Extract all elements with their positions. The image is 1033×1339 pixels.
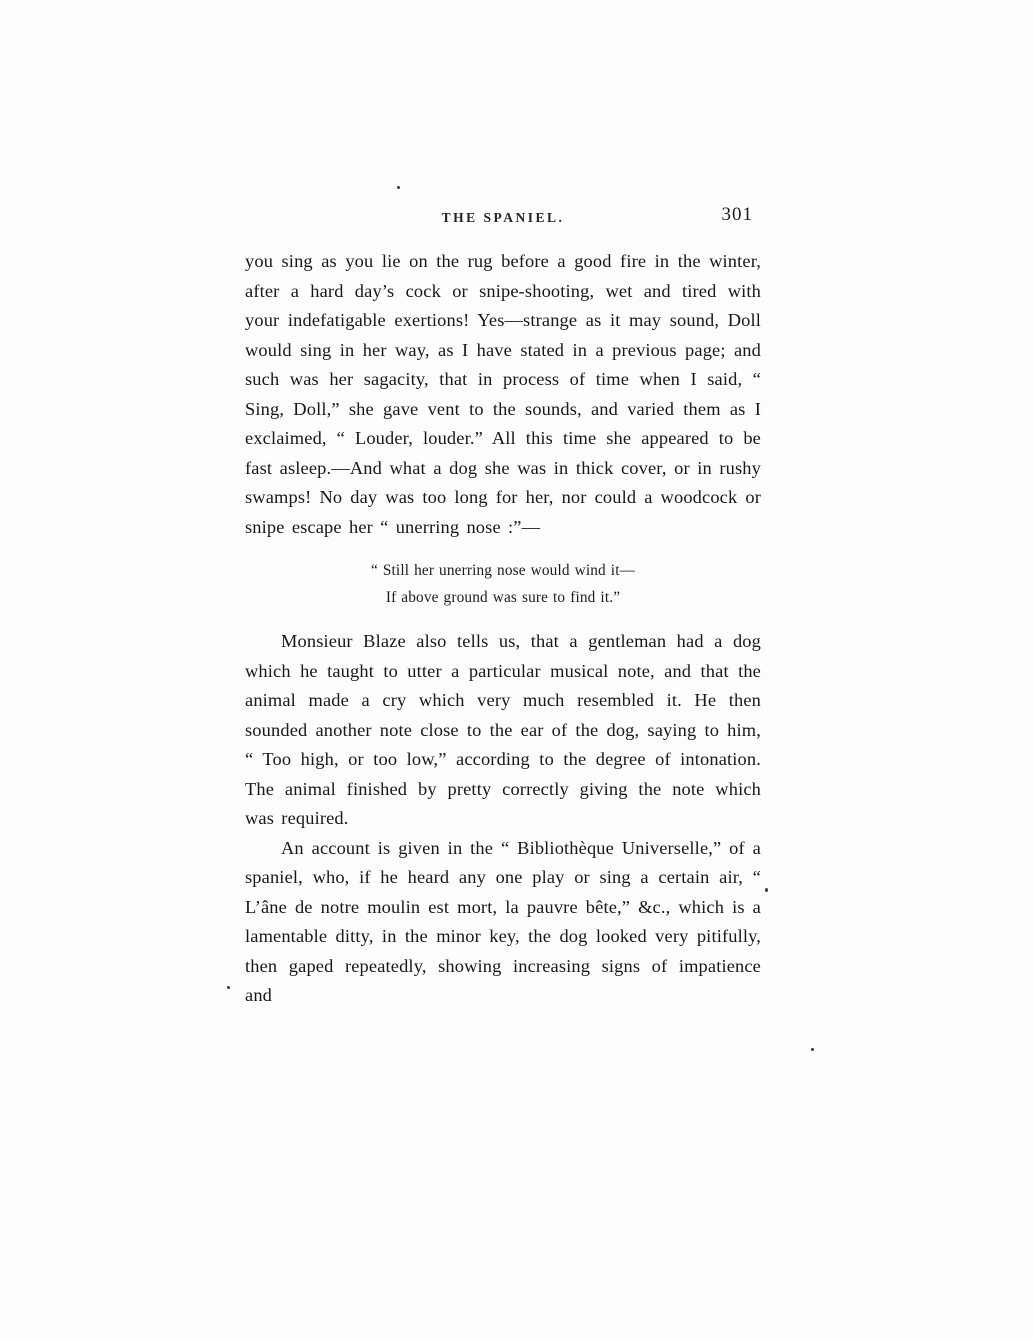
scan-speck xyxy=(765,888,768,892)
verse-line-1: “ Still her unerring nose would wind it— xyxy=(370,562,636,579)
paragraph-continuation: you sing as you lie on the rug before a good fire in the winter, after a hard day’s cock or snipe-shooting, wet and tired with your indefatigable exertions! Yes—strange as it may sound, Doll would sing in her way, as I have stated in a previous page; and such was her sagacity, that in process of time when I said, “ Sing, Doll,” she gave vent to the sounds, and varied them as I exclaimed, “ Louder, louder.” All this time she appeared to be fast asleep.—And what a dog she was in thick cover, or in rushy swamps! No day was too long for her, nor could a woodcock or snipe escape her “ unerring nose :”— xyxy=(245,251,761,537)
scan-speck xyxy=(227,986,230,989)
scan-speck xyxy=(397,186,400,189)
running-header-title: THE SPANIEL. xyxy=(441,210,565,225)
page-header xyxy=(245,204,761,230)
verse-line-2: If above ground was sure to find it.” xyxy=(385,589,621,606)
paragraph-monsieur-blaze: Monsieur Blaze also tells us, that a gentleman had a dog which he taught to utter a particular musical note, and that the animal made a cry which very much resembled it. He then sounded another note close to the ear of the dog, saying to him, “ Too high, or too low,” according to the degree of intonation. The animal finished by pretty correctly giving the note which was required. xyxy=(245,631,761,828)
paragraph-bibliotheque: An account is given in the “ Bibliothèque Universelle,” of a spaniel, who, if he heard any one play or sing a certain air, “ L’âne de notre moulin est mort, la pauvre bête,” &c., which is a lamentable ditty, in the minor key, the dog looked very pitifully, then gaped repeatedly, showing increasing signs of impatience and xyxy=(245,837,761,1005)
verse-quote xyxy=(245,557,761,611)
scan-speck xyxy=(811,1048,814,1051)
page-number: 301 xyxy=(721,204,753,225)
text-block xyxy=(245,247,761,1011)
